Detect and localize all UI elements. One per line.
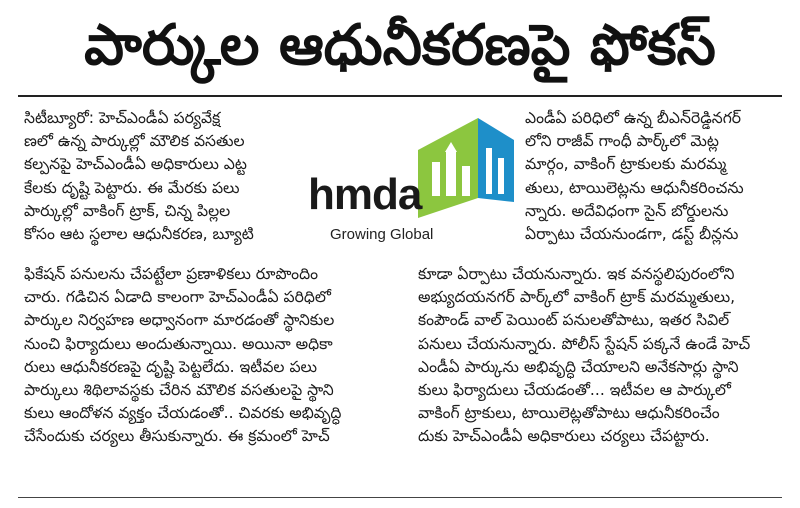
article-line: ఏర్పాటు చేయనుండగా, డస్ట్ బీన్లను	[525, 225, 739, 244]
article-line: మార్గం, వాకింగ్ ట్రాకులకు మరమ్మ	[525, 155, 727, 174]
article-line: పార్కుల్లో వాకింగ్ ట్రాక్, చిన్న పిల్లల	[24, 201, 231, 220]
article-line: లోని రాజీవ్ గాంధీ పార్క్‌లో మెట్ల	[525, 132, 719, 151]
article-line: న్నారు. అదేవిధంగా సైన్ బోర్డులను	[525, 201, 729, 220]
bottom-rule	[18, 497, 782, 498]
hmda-logo	[300, 118, 514, 258]
article-line: కల్పనపై హెచ్ఎండీఏ అధికారులు ఎట్ట	[24, 155, 247, 174]
left-column-bottom	[24, 263, 402, 449]
hmda-building-icon	[418, 118, 514, 218]
article-line: రులు ఆధునీకరణపై దృష్టి పెట్టలేదు. ఇటీవల పలు	[24, 357, 317, 376]
right-column-top	[525, 107, 787, 246]
logo-tagline: Growing Global	[330, 226, 434, 243]
logo-wordmark: hmda	[308, 170, 422, 219]
article-line: నుంచి ఫిర్యాదులు అందుతున్నాయి. అయినా అధికా	[24, 334, 333, 353]
left-column-top	[24, 107, 286, 246]
article-line: కులు ఫిర్యాదులు చేయడంతో... ఇటీవల ఆ పార్కులో	[418, 381, 731, 400]
article-line: కేలకు దృష్టి పెట్టారు. ఈ మేరకు పలు	[24, 178, 240, 197]
article-line: పనులు చేయనున్నారు. పోలీస్ స్టేషన్ పక్కనే ఉండే హెచ్	[418, 334, 751, 353]
headline-rule	[18, 95, 782, 97]
right-column-bottom	[418, 263, 790, 449]
article-line: అభ్యుదయనగర్ పార్క్‌లో వాకింగ్ ట్రాక్ మరమ్మతులు,	[418, 288, 736, 307]
article-line: కోసం ఆట స్థలాల ఆధునీకరణ, బ్యూటి	[24, 225, 254, 244]
article-line: కంపౌండ్ వాల్ పెయింట్ పనులతోపాటు, ఇతర సివిల్	[418, 311, 730, 330]
article-line: దుకు హెచ్ఎండీఏ అధికారులు చర్యలు చేపట్టారు.	[418, 427, 710, 446]
article-line: కులు ఆందోళన వ్యక్తం చేయడంతో.. చివరకు అభివృద్ధి	[24, 404, 342, 423]
article-line: కూడా ఏర్పాటు చేయనున్నారు. ఇక వనస్థలిపురంలోని	[418, 265, 735, 283]
logo-blue-panel	[478, 118, 514, 202]
article-line: వాకింగ్ ట్రాకులు, టాయిలెట్లతోపాటు ఆధునీకరించేం	[418, 404, 720, 423]
article-line: ణలో ఉన్న పార్కుల్లో మౌలిక వసతుల	[24, 132, 245, 151]
article-line: చేసేందుకు చర్యలు తీసుకున్నారు. ఈ క్రమంలో హెచ్	[24, 427, 330, 446]
headline: పార్కుల ఆధునీకరణపై ఫోకస్	[84, 13, 716, 78]
article-line: ఎండీఏ పరిధిలో ఉన్న బీఎన్‌రెడ్డినగర్	[525, 109, 742, 127]
article-line: ఎండీఏ పార్కును అభివృద్ధి చేయాలని అనేకసార్లు స్థాని	[418, 357, 739, 376]
article-line: ఫికేషన్ పనులను చేపట్టేలా ప్రణాళికలు రూపొందిం	[24, 265, 318, 283]
article-line: చారు. గడిచిన ఏడాది కాలంగా హెచ్ఎండీఏ పరిధిలో	[24, 288, 331, 307]
article-line: సిటీబ్యూరో: హెచ్ఎండీఏ పర్యవేక్ష	[24, 109, 221, 127]
article-line: తులు, టాయిలెట్లను ఆధునీకరించను	[525, 178, 744, 197]
article-line: పార్కులు శిథిలావస్థకు చేరిన మౌలిక వసతులపై స్థాని	[24, 381, 334, 400]
article-line: పార్కుల నిర్వహణ అధ్వానంగా మారడంతో స్థానికుల	[24, 311, 335, 330]
